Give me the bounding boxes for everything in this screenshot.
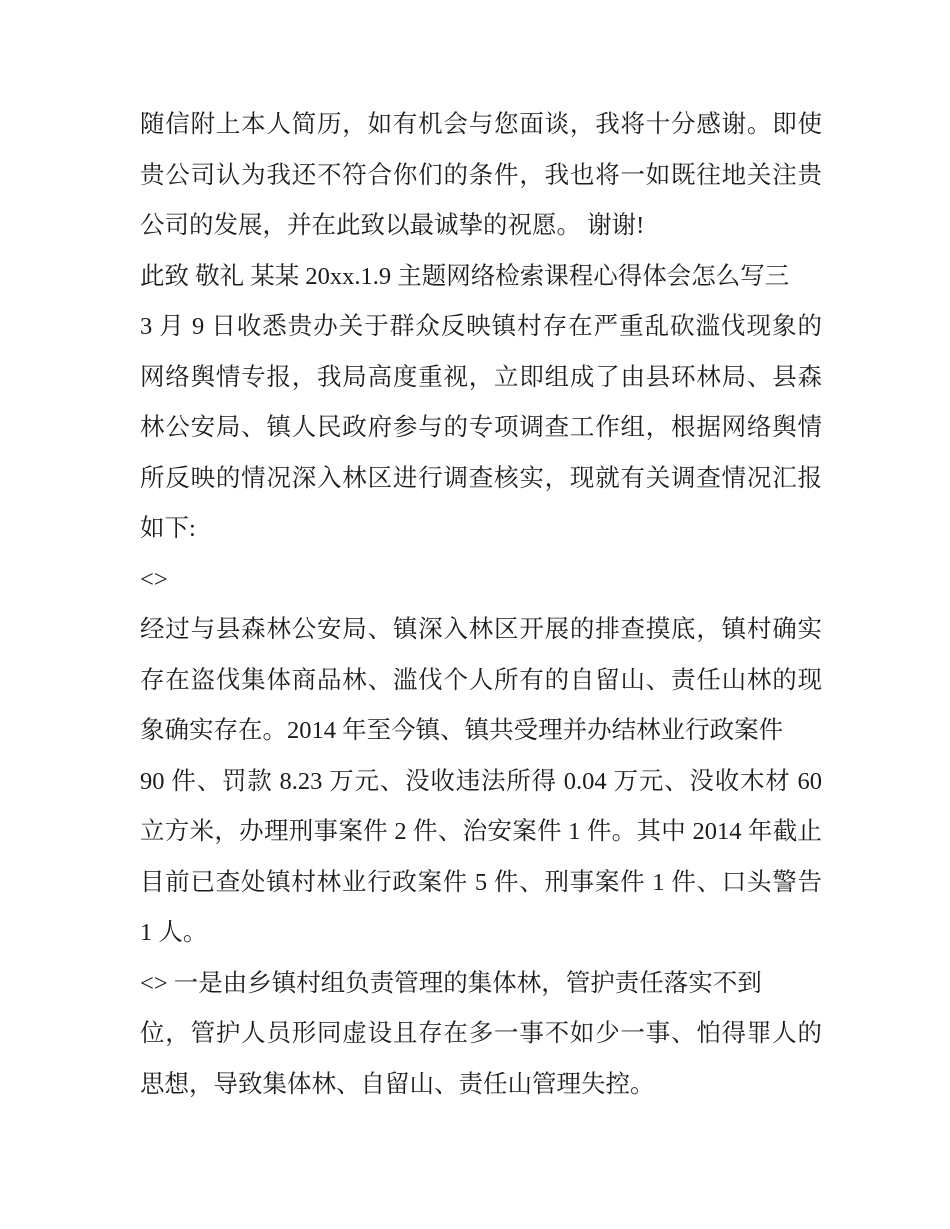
text-line: 立方米，办理刑事案件 2 件、治安案件 1 件。其中 2014 年截止: [140, 818, 822, 845]
text-line: 思想，导致集体林、自留山、责任山管理失控。: [140, 1070, 655, 1098]
text-line: 所反映的情况深入林区进行调查核实，现就有关调查情况汇报: [140, 464, 822, 492]
text-line: 林公安局、镇人民政府参与的专项调查工作组，根据网络舆情: [140, 414, 822, 441]
text-line: 经过与县森林公安局、镇深入林区开展的排查摸底，镇村确实: [140, 616, 822, 643]
text-line: 位，管护人员形同虚设且存在多一事不如少一事、怕得罪人的: [140, 1020, 822, 1047]
text-line: 随信附上本人简历，如有机会与您面谈，我将十分感谢。即使: [140, 111, 822, 138]
text-line: 此致 敬礼 某某 20xx.1.9 主题网络检索课程心得体会怎么写三: [140, 262, 790, 290]
text-line: 存在盗伐集体商品林、滥伐个人所有的自留山、责任山林的现: [140, 666, 822, 694]
text-line: 网络舆情专报，我局高度重视，立即组成了由县环林局、县森: [140, 363, 822, 391]
text-line: 如下:: [140, 515, 196, 542]
text-line: 3 月 9 日收悉贵办关于群众反映镇村存在严重乱砍滥伐现象的: [140, 313, 822, 340]
text-line: 目前已查处镇村林业行政案件 5 件、刑事案件 1 件、口头警告: [140, 868, 822, 896]
text-line: 公司的发展，并在此致以最诚挚的祝愿。 谢谢!: [140, 212, 645, 239]
document-text-block: [140, 100, 822, 1110]
text-line: 象确实存在。2014 年至今镇、镇共受理并办结林业行政案件: [140, 717, 784, 744]
text-line: 90 件、罚款 8.23 万元、没收违法所得 0.04 万元、没收木材 60: [140, 767, 822, 795]
text-line: 贵公司认为我还不符合你们的条件，我也将一如既往地关注贵: [140, 161, 822, 189]
text-line: 1 人。: [140, 919, 208, 946]
text-line: <> 一是由乡镇村组负责管理的集体林，管护责任落实不到: [140, 969, 762, 997]
text-line: <>: [140, 565, 168, 593]
